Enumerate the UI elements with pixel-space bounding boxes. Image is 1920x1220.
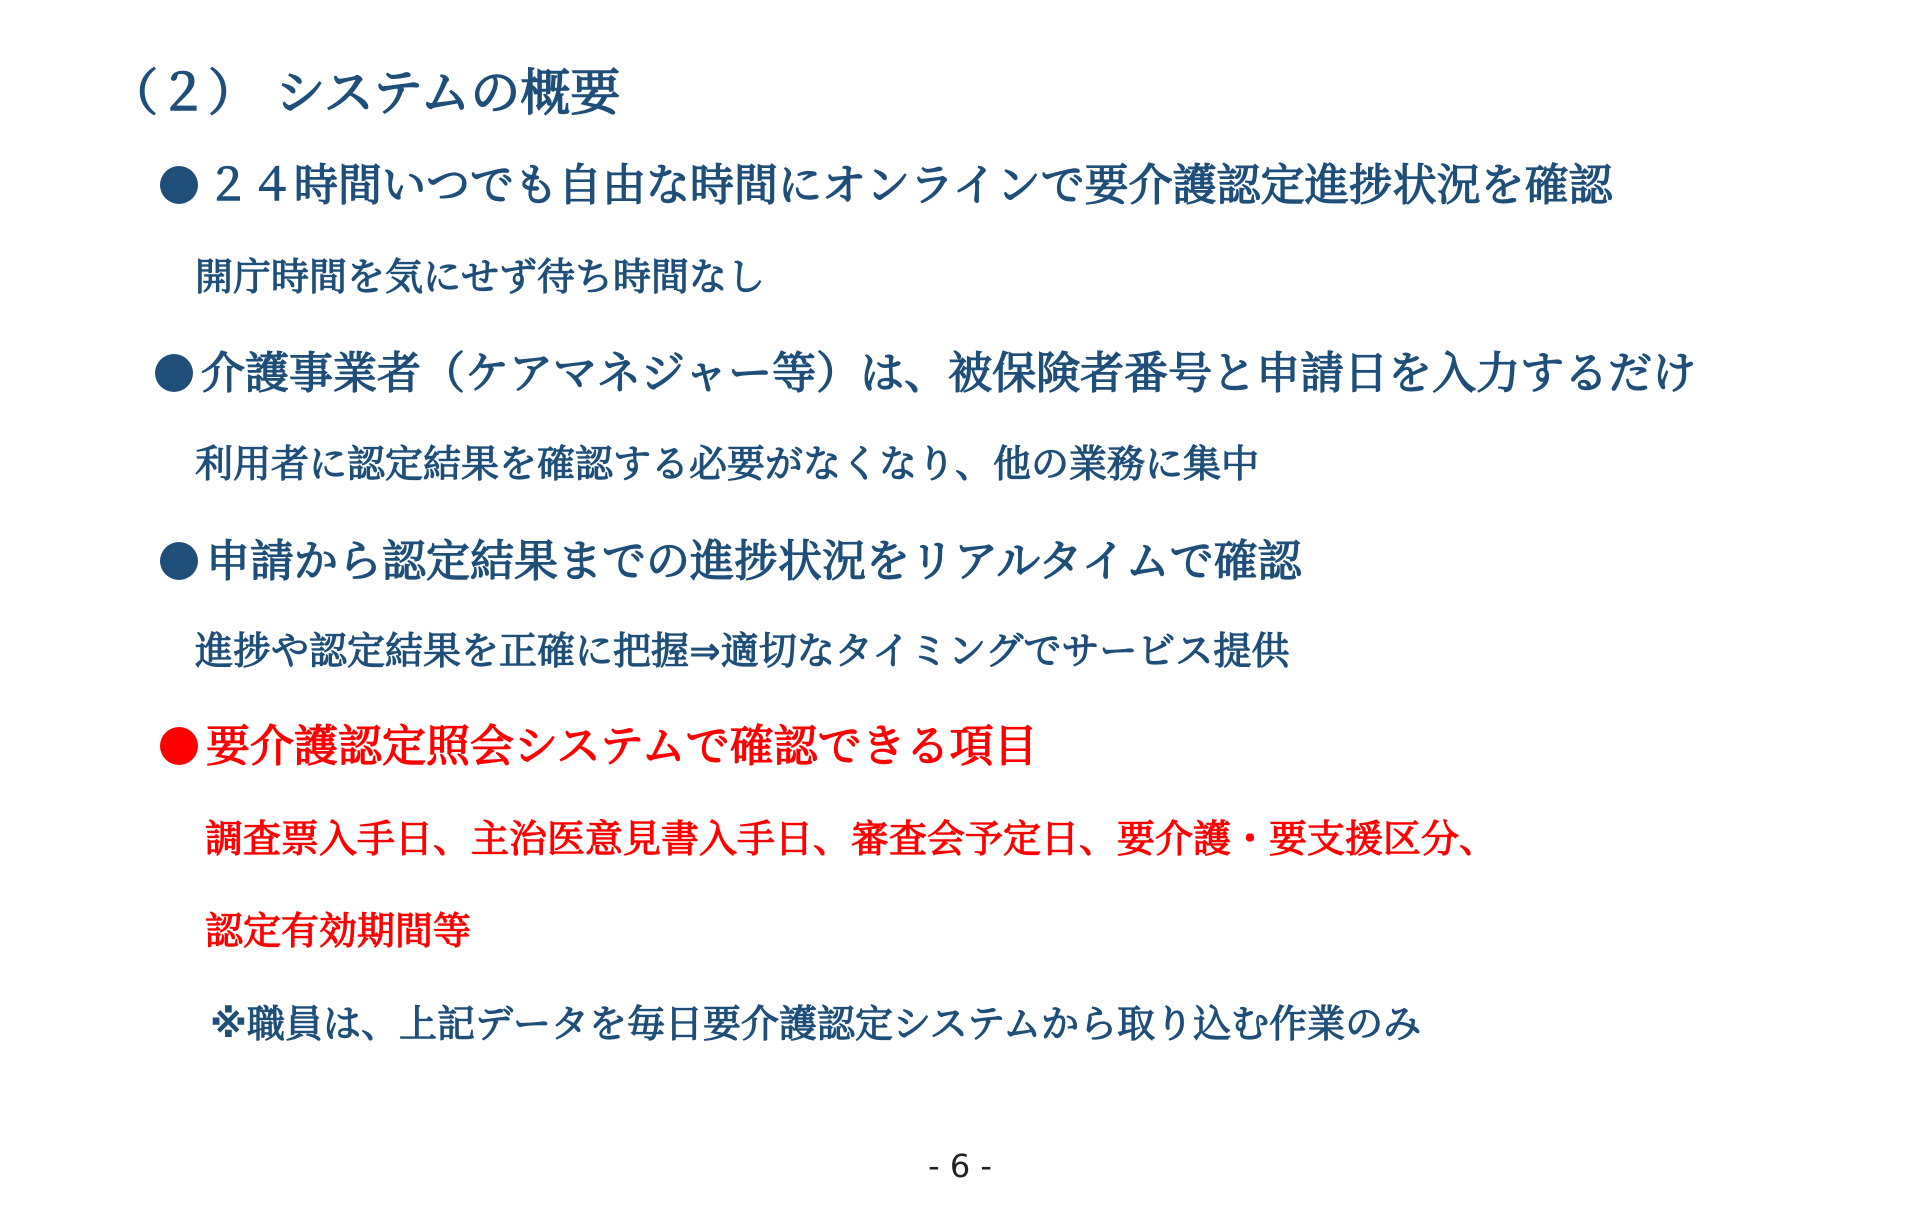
sub-text: 利用者に認定結果を確認する必要がなくなり、他の業務に集中 — [195, 442, 1260, 486]
bullet-item-confirmable-items — [160, 721, 1038, 772]
bullet-dot-icon — [155, 354, 193, 392]
bullet-item-online-check — [160, 160, 1613, 211]
bullet-dot-icon — [160, 727, 198, 765]
staff-note: ※職員は、上記データを毎日要介護認定システムから取り込む作業のみ — [210, 1002, 1422, 1046]
bullet-text: 要介護認定照会システムで確認できる項目 — [206, 721, 1038, 772]
bullet-dot-icon — [160, 166, 198, 204]
page-number: - 6 - — [928, 1147, 992, 1185]
sub-text: 調査票入手日、主治医意見書入手日、審査会予定日、要介護・要支援区分、 — [205, 817, 1498, 861]
bullet-item-realtime-progress — [160, 536, 1302, 587]
sub-text: 開庁時間を気にせず待ち時間なし — [195, 255, 766, 299]
sub-text: 認定有効期間等 — [205, 909, 472, 953]
sub-text: 進捗や認定結果を正確に把握⇒適切なタイミングでサービス提供 — [195, 629, 1290, 673]
bullet-dot-icon — [160, 542, 198, 580]
bullet-text: 介護事業者（ケアマネジャー等）は、被保険者番号と申請日を入力するだけ — [201, 348, 1697, 399]
section-heading: （２） システムの概要 — [108, 64, 621, 122]
bullet-text: ２４時間いつでも自由な時間にオンラインで要介護認定進捗状況を確認 — [206, 160, 1613, 211]
bullet-item-care-business — [155, 348, 1697, 399]
bullet-text: 申請から認定結果までの進捗状況をリアルタイムで確認 — [206, 536, 1302, 587]
